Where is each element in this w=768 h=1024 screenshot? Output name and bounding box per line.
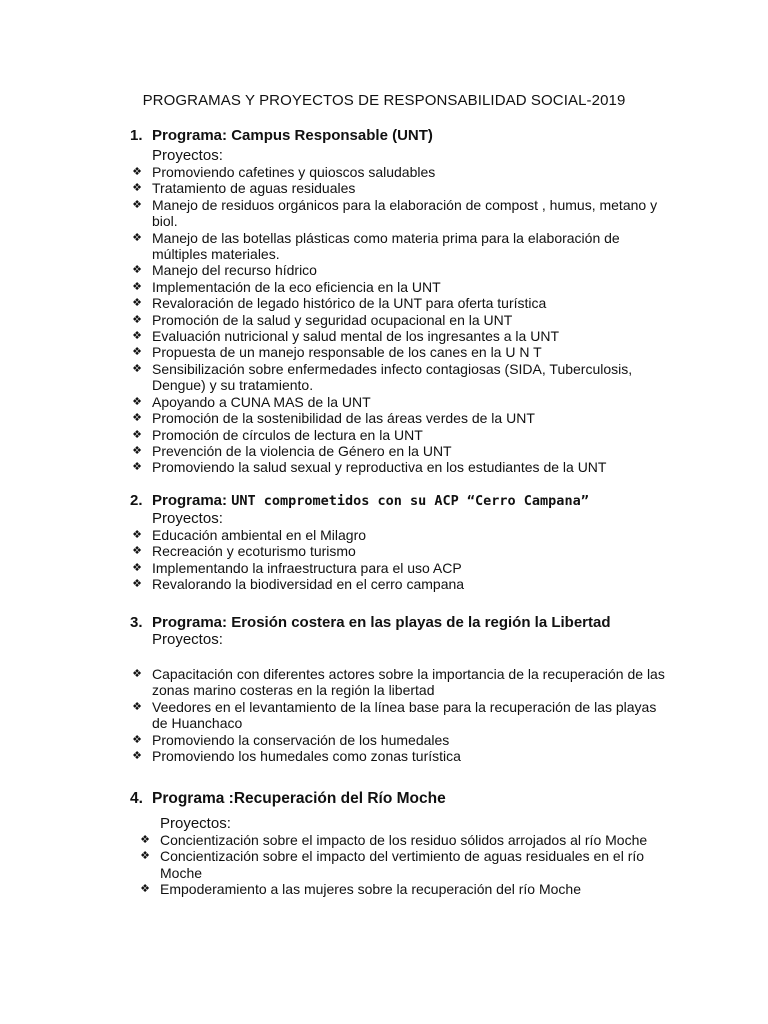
project-item <box>130 180 670 196</box>
diamond-bullet-icon: ❖ <box>132 361 142 375</box>
project-item <box>130 576 670 592</box>
project-text: Tratamiento de aguas residuales <box>152 180 356 197</box>
program-number: 2. <box>130 492 143 509</box>
project-text: Promoviendo los humedales como zonas turística <box>152 748 461 765</box>
project-item <box>130 394 670 410</box>
diamond-bullet-icon: ❖ <box>132 749 142 763</box>
projects-subheading: Proyectos: <box>152 510 223 527</box>
projects-list <box>130 164 670 476</box>
project-item <box>130 197 670 230</box>
program-name: UNT comprometidos con su ACP “Cerro Campana” <box>231 493 589 509</box>
diamond-bullet-icon: ❖ <box>140 833 150 846</box>
diamond-bullet-icon: ❖ <box>132 699 142 713</box>
projects-subheading: Proyectos: <box>152 631 223 648</box>
project-item <box>130 732 670 748</box>
project-text: Recreación y ecoturismo turismo <box>152 543 356 560</box>
project-text: Implementando la infraestructura para el uso ACP <box>152 559 462 576</box>
project-text: Revalorando la biodiversidad en el cerro campana <box>152 576 465 593</box>
project-item <box>130 443 670 459</box>
program-heading-3 <box>130 614 670 631</box>
program-label: Programa :Recuperación del Río Moche <box>152 790 446 807</box>
project-item <box>130 527 670 543</box>
diamond-bullet-icon: ❖ <box>132 528 142 541</box>
diamond-bullet-icon: ❖ <box>132 560 142 574</box>
project-item <box>130 328 670 344</box>
program-section-4 <box>130 790 670 898</box>
program-name: Campus Responsable (UNT) <box>231 127 433 144</box>
projects-subheading: Proyectos: <box>160 815 231 832</box>
diamond-bullet-icon: ❖ <box>132 263 142 277</box>
program-section-2 <box>130 492 670 593</box>
project-item <box>130 279 670 295</box>
diamond-bullet-icon: ❖ <box>132 394 142 408</box>
diamond-bullet-icon: ❖ <box>132 312 142 326</box>
project-item <box>130 848 670 881</box>
program-number: 3. <box>130 614 143 631</box>
program-heading-1 <box>130 127 670 144</box>
project-text: Prevención de la violencia de Género en la UNT <box>152 442 452 459</box>
project-item <box>130 748 670 764</box>
projects-subheading: Proyectos: <box>152 147 223 164</box>
program-number: 1. <box>130 127 143 144</box>
project-text: Educación ambiental en el Milagro <box>152 527 367 543</box>
diamond-bullet-icon: ❖ <box>132 667 142 680</box>
project-text: Implementación de la eco eficiencia en la UNT <box>152 278 441 295</box>
diamond-bullet-icon: ❖ <box>132 544 142 558</box>
project-text: Promoviendo cafetines y quioscos saludables <box>152 164 436 180</box>
project-text: Promoción de la salud y seguridad ocupacional en la UNT <box>152 311 513 328</box>
projects-list <box>130 527 670 593</box>
program-heading-2 <box>130 492 670 510</box>
project-text: Veedores en el levantamiento de la línea base para la recuperación de las playas de Huanchaco <box>152 698 657 732</box>
project-text: Promoviendo la conservación de los humedales <box>152 731 450 748</box>
program-label: Programa: <box>152 492 228 509</box>
diamond-bullet-icon: ❖ <box>140 849 150 863</box>
project-item <box>130 361 670 394</box>
project-text: Empoderamiento a las mujeres sobre la recuperación del río Moche <box>160 881 581 898</box>
project-text: Manejo de las botellas plásticas como materia prima para la elaboración de múltiples materiales. <box>152 229 620 263</box>
project-text: Sensibilización sobre enfermedades infecto contagiosas (SIDA, Tuberculosis, Dengue) y su tratamiento. <box>152 360 633 394</box>
diamond-bullet-icon: ❖ <box>132 279 142 293</box>
project-text: Apoyando a CUNA MAS de la UNT <box>152 393 371 410</box>
project-item <box>130 560 670 576</box>
project-item <box>130 164 670 180</box>
projects-list <box>130 832 670 898</box>
diamond-bullet-icon: ❖ <box>132 296 142 310</box>
project-item <box>130 262 670 278</box>
diamond-bullet-icon: ❖ <box>132 577 142 591</box>
diamond-bullet-icon: ❖ <box>132 181 142 195</box>
diamond-bullet-icon: ❖ <box>132 443 142 457</box>
diamond-bullet-icon: ❖ <box>132 732 142 746</box>
project-item <box>130 699 670 732</box>
diamond-bullet-icon: ❖ <box>132 230 142 244</box>
project-text: Manejo del recurso hídrico <box>152 262 317 279</box>
project-text: Promoviendo la salud sexual y reproductiva en los estudiantes de la UNT <box>152 459 607 476</box>
project-item <box>130 410 670 426</box>
diamond-bullet-icon: ❖ <box>132 411 142 425</box>
project-text: Manejo de residuos orgánicos para la elaboración de compost , humus, metano y biol. <box>152 196 658 230</box>
project-text: Propuesta de un manejo responsable de los canes en la U N T <box>152 344 542 361</box>
project-text: Concientización sobre el impacto del vertimiento de aguas residuales en el río Moche <box>160 848 645 881</box>
diamond-bullet-icon: ❖ <box>132 329 142 343</box>
project-item <box>130 543 670 559</box>
project-item <box>130 666 670 699</box>
project-item <box>130 881 670 897</box>
program-number: 4. <box>130 790 143 807</box>
program-name: Erosión costera en las playas de la región la Libertad <box>231 614 611 631</box>
program-label: Programa: <box>152 614 228 631</box>
diamond-bullet-icon: ❖ <box>132 345 142 359</box>
program-heading-4 <box>130 790 670 807</box>
program-section-3 <box>130 614 670 764</box>
diamond-bullet-icon: ❖ <box>140 882 150 896</box>
project-item <box>130 344 670 360</box>
project-text: Revaloración de legado histórico de la UNT para oferta turística <box>152 295 547 312</box>
project-item <box>130 312 670 328</box>
project-item <box>130 832 670 848</box>
project-text: Promoción de círculos de lectura en la UNT <box>152 426 423 443</box>
project-item <box>130 230 670 263</box>
project-text: Concientización sobre el impacto de los residuo sólidos arrojados al río Moche <box>160 832 648 848</box>
diamond-bullet-icon: ❖ <box>132 165 142 178</box>
project-item <box>130 427 670 443</box>
project-text: Promoción de la sostenibilidad de las áreas verdes de la UNT <box>152 410 535 427</box>
diamond-bullet-icon: ❖ <box>132 460 142 474</box>
diamond-bullet-icon: ❖ <box>132 197 142 211</box>
project-item <box>130 459 670 475</box>
program-label: Programa: <box>152 127 228 144</box>
projects-list <box>130 666 670 764</box>
program-section-1 <box>130 127 670 476</box>
diamond-bullet-icon: ❖ <box>132 427 142 441</box>
project-item <box>130 295 670 311</box>
document-title: PROGRAMAS Y PROYECTOS DE RESPONSABILIDAD SOCIAL-2019 <box>142 92 626 109</box>
project-text: Capacitación con diferentes actores sobre la importancia de la recuperación de las zonas marino costeras en la región la libertad <box>152 666 665 699</box>
project-text: Evaluación nutricional y salud mental de los ingresantes a la UNT <box>152 328 559 345</box>
